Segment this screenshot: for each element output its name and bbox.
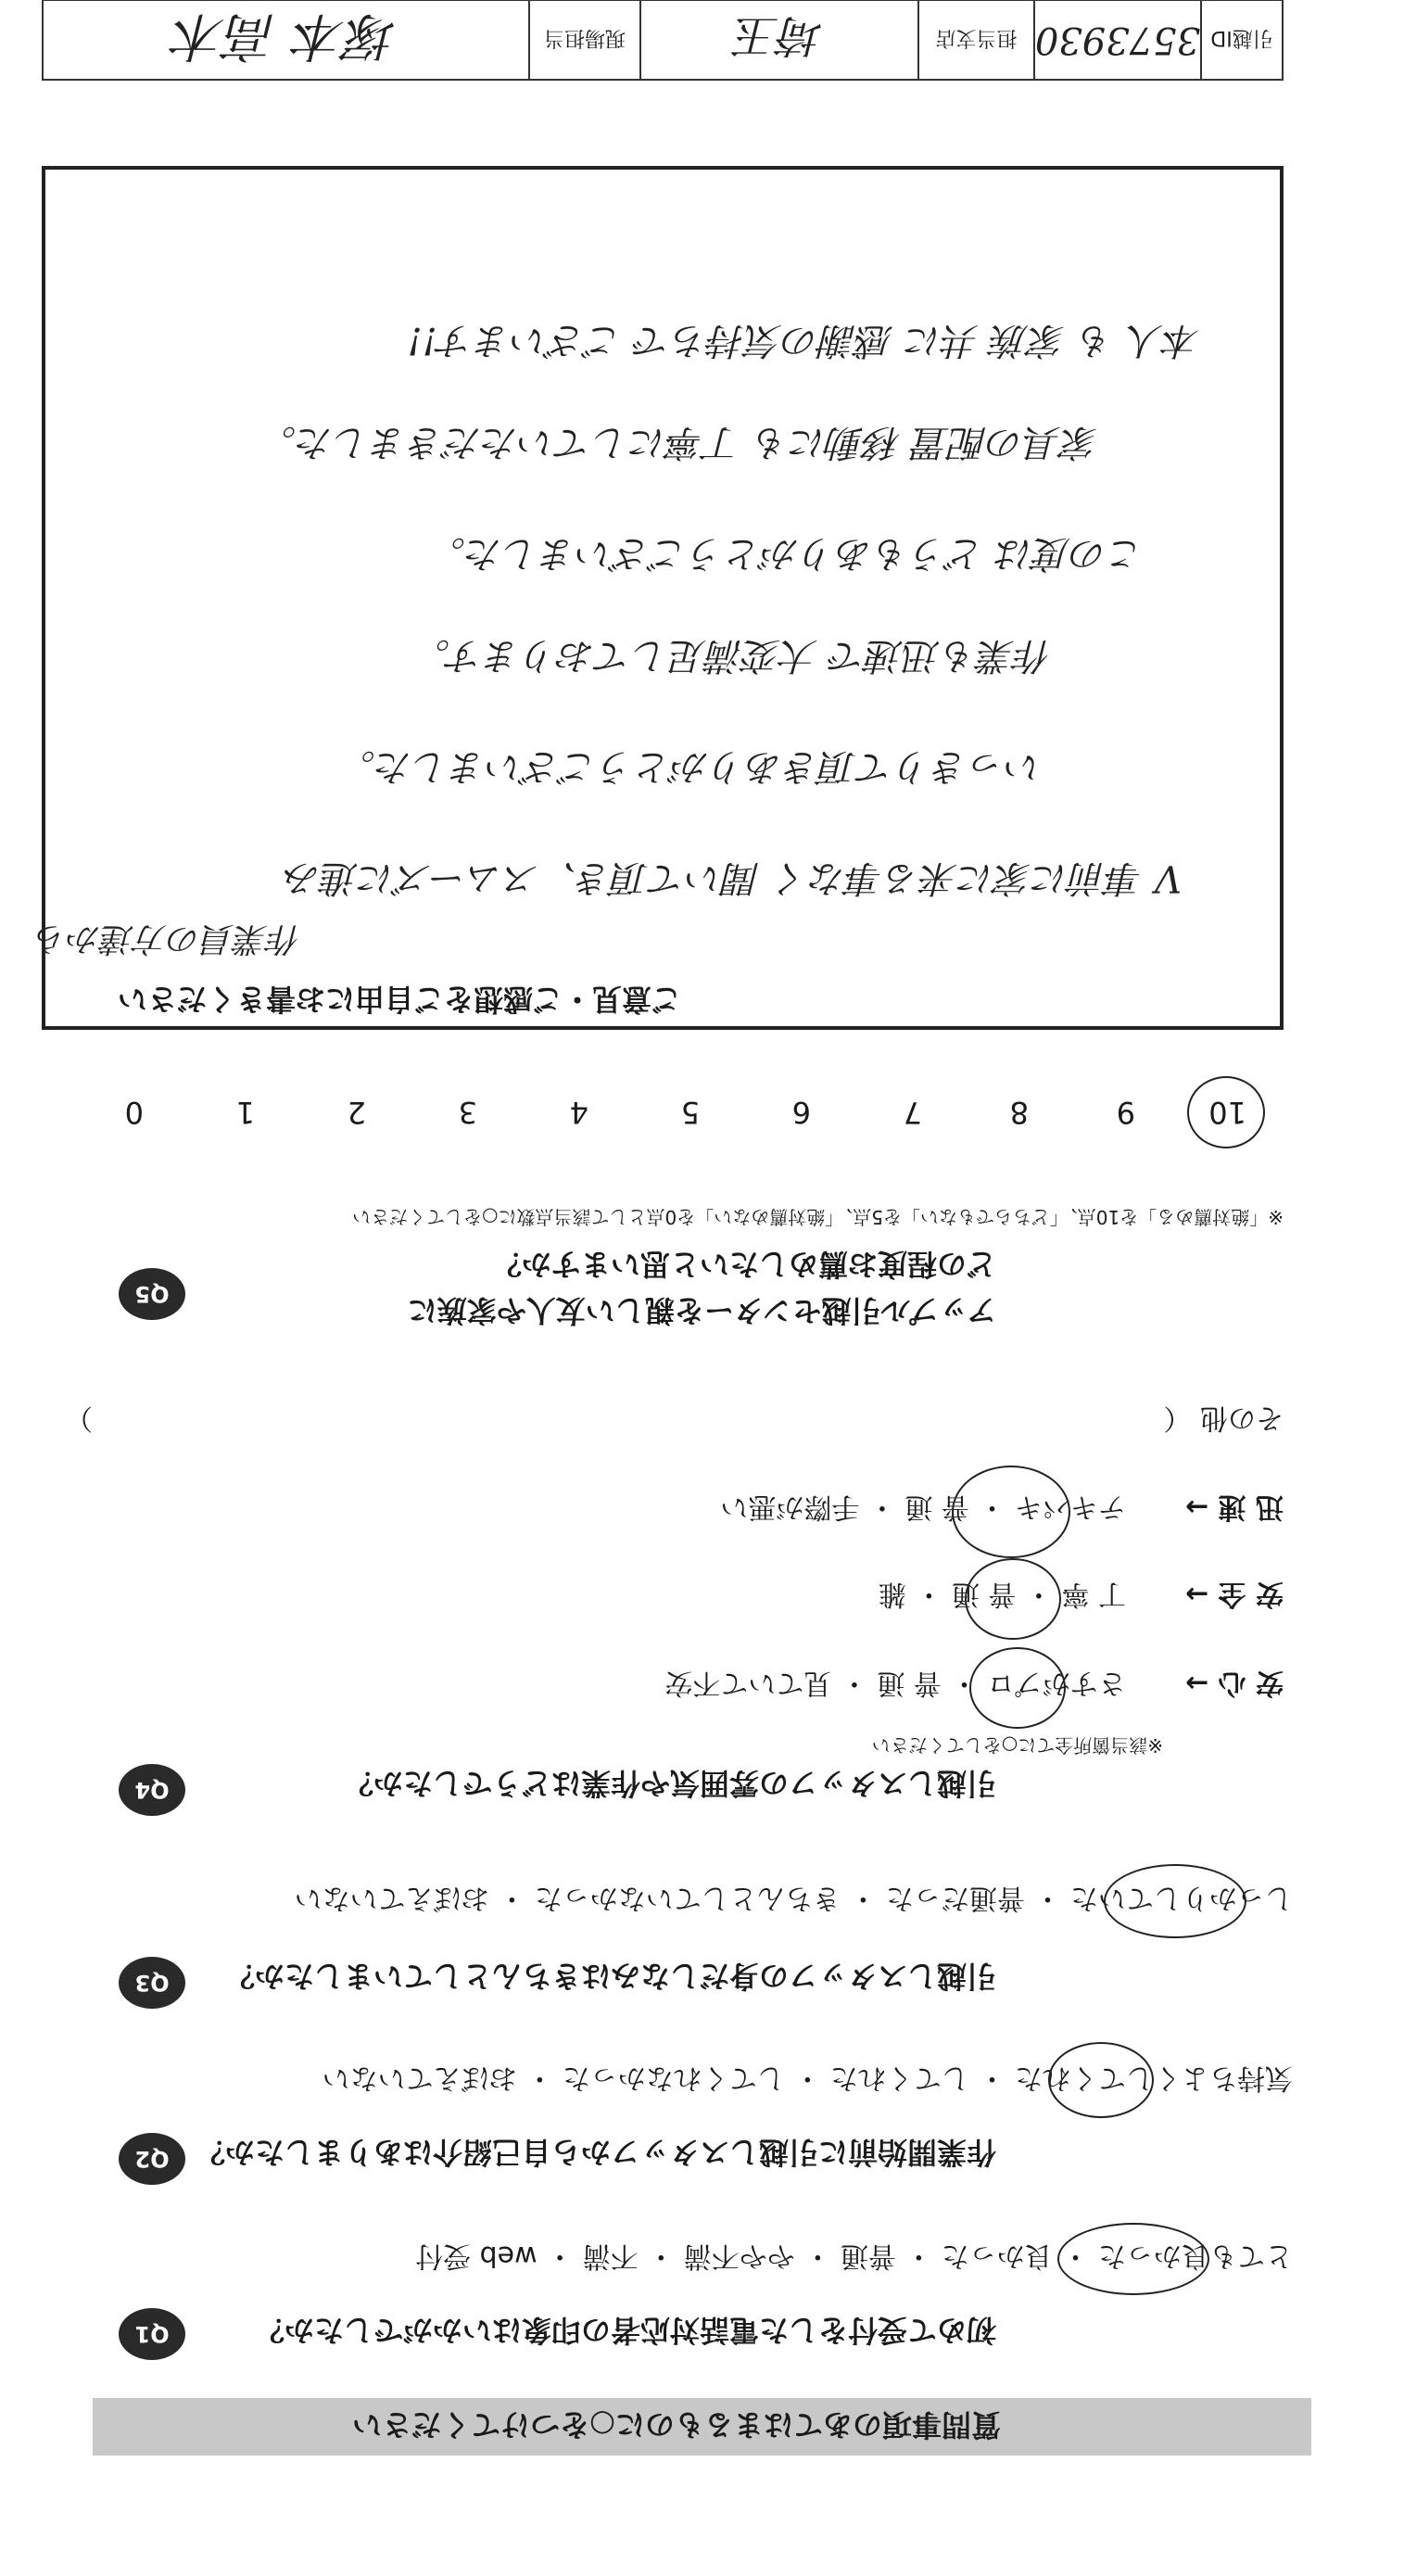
q5-scale-1: 1 bbox=[235, 1095, 255, 1130]
comment-line-5: この度は どうもありがとうございました。 bbox=[428, 532, 1145, 575]
comment-line-3: いっきりて頂きありがとうございました。 bbox=[338, 745, 1043, 788]
q2-badge: Q2 bbox=[119, 2133, 185, 2185]
q1-text: 初めて受付をした電話対応者の印象はいかがでしたか？ bbox=[254, 2313, 996, 2348]
q4-row-anzen-options: 丁 寧 ・ 普 通 ・ 雑 bbox=[878, 1578, 1126, 1610]
q4-anzen-selected-circle bbox=[965, 1558, 1061, 1640]
q5-scale-10: 10 bbox=[1208, 1095, 1246, 1130]
comment-line-7: 本人 も 家族 共に 感謝の気持ちで ございます!! bbox=[407, 319, 1200, 362]
q5-scale-2: 2 bbox=[347, 1095, 366, 1130]
q4-row-anshin-label: 安 心 → bbox=[1184, 1667, 1284, 1699]
id-label: 引越ID bbox=[1200, 1, 1282, 79]
q5-badge: Q5 bbox=[119, 1268, 185, 1320]
q1-selected-circle bbox=[1057, 2223, 1209, 2295]
comment-line-2: V 事前に家に来る事なく 聞いて頂き、スムーズに進み bbox=[284, 857, 1182, 899]
q4-badge: Q4 bbox=[119, 1764, 185, 1816]
q5-note: ※「絶対薦める」を10点、「どちらでもない」を5点、「絶対薦めない」を0点として該当点数に○をしてください bbox=[352, 1206, 1284, 1228]
branch-value: 埼玉 bbox=[639, 1, 917, 79]
q2-options: 気持ちよくしてくれた ・ してくれた ・ してくれなかった ・ おぼえていない bbox=[322, 2062, 1293, 2094]
header-table bbox=[42, 0, 1284, 81]
q4-other-label: その他 （ bbox=[1163, 1402, 1284, 1434]
q4-row-anshin-options: さすがプロ ・ 普 通 ・ 見ていて不安 bbox=[664, 1667, 1126, 1699]
q3-badge: Q3 bbox=[119, 1957, 185, 2009]
q5-text-line2: どの程度お薦めしたいと思いますか？ bbox=[491, 1247, 996, 1282]
instructions-bar bbox=[93, 2398, 1311, 2455]
q5-text-line1: アップル引越センターを親しい友人や家族に bbox=[407, 1293, 996, 1328]
q3-selected-circle bbox=[1104, 1864, 1246, 1938]
q5-scale-4: 4 bbox=[569, 1095, 588, 1130]
q3-options: しっかりしていた ・ 普通だった ・ きちんとしていなかった ・ おぼえていない bbox=[294, 1882, 1293, 1914]
comment-line-6: 家具の配置 移動にも 丁寧にしていただきました。 bbox=[259, 421, 1098, 463]
q4-jinsoku-selected-circle bbox=[952, 1466, 1070, 1558]
q4-row-jinsoku-label: 迅 速 → bbox=[1184, 1491, 1284, 1523]
q4-note: ※該当箇所全てに○をしてください bbox=[871, 1734, 1163, 1757]
q3-text: 引越しスタッフの身だしなみはきちんとしていましたか？ bbox=[224, 1959, 996, 1994]
q5-scale-3: 3 bbox=[458, 1095, 477, 1130]
q5-scale-8: 8 bbox=[1009, 1095, 1029, 1130]
instructions-text: 質問事項のあてはまるものに○をつけてください bbox=[352, 2407, 1001, 2443]
comment-line-1: 作業員の方達から bbox=[33, 920, 301, 958]
q4-text: 引越しスタッフの雰囲気や作業はどうでしたか？ bbox=[343, 1766, 996, 1801]
leader-label: 現場担当 bbox=[528, 1, 639, 79]
q4-anshin-selected-circle bbox=[969, 1647, 1066, 1729]
q2-selected-circle bbox=[1048, 2042, 1154, 2118]
q4-other-close: ） bbox=[65, 1402, 93, 1434]
q2-text: 作業開始前に引越しスタッフから自己紹介はありましたか？ bbox=[195, 2135, 996, 2170]
q4-row-anzen-label: 安 全 → bbox=[1184, 1578, 1284, 1610]
q5-scale-0: 0 bbox=[124, 1095, 144, 1130]
q5-selected-circle bbox=[1187, 1076, 1265, 1148]
comment-line-4: 作業も迅速で 大変満足しております。 bbox=[412, 634, 1052, 677]
leader-value: 塚本 高木 bbox=[173, 6, 398, 66]
q1-options: とても良かった ・ 良かった ・ 普通 ・ やや不満 ・ 不満 ・ web 受付 bbox=[415, 2240, 1293, 2272]
q5-scale-9: 9 bbox=[1116, 1095, 1135, 1130]
q1-badge: Q1 bbox=[119, 2308, 185, 2360]
q4-row-jinsoku-options: テキパキ ・ 普 通 ・ 手際が悪い bbox=[720, 1491, 1126, 1523]
comments-title: ご意見・ご感想をご自由にお書きください bbox=[117, 982, 681, 1017]
q5-scale-5: 5 bbox=[680, 1095, 700, 1130]
q5-scale-6: 6 bbox=[791, 1095, 811, 1130]
q5-scale-7: 7 bbox=[903, 1095, 922, 1130]
branch-label: 担当支店 bbox=[917, 1, 1033, 79]
id-value: 3573930 bbox=[1033, 1, 1200, 79]
